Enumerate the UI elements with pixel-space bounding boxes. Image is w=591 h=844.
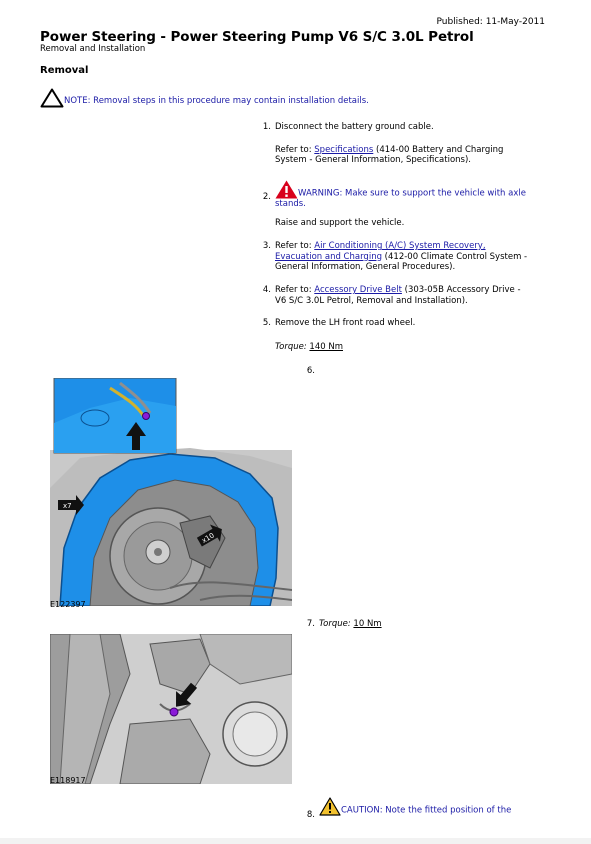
page-subtitle: Removal and Installation <box>40 44 146 54</box>
figure-label: E118917 <box>50 776 86 785</box>
step-number: 6. <box>306 366 315 376</box>
step-text: Raise and support the vehicle. <box>275 217 405 228</box>
engine-bay-illustration <box>50 634 292 784</box>
step-number: 7. <box>306 619 315 629</box>
step-text: Disconnect the battery ground cable. <box>275 122 434 132</box>
warning-triangle-icon <box>275 180 298 199</box>
refer-suffix: (412-00 Climate Control System - <box>381 251 528 262</box>
warning-text: WARNING: Make sure to support the vehicle with axle <box>298 188 526 199</box>
refer-prefix: Refer to: <box>275 144 315 155</box>
warning-text-2: stands. <box>275 199 306 209</box>
step-number: 8. <box>306 810 315 820</box>
refer-suffix: (414-00 Battery and Charging <box>373 144 504 155</box>
refer-suffix-2: System - General Information, Specifications). <box>275 155 471 165</box>
refer-suffix-2: General Information, General Procedures). <box>275 262 456 272</box>
accessory-drive-belt-link[interactable]: Accessory Drive Belt <box>314 285 402 295</box>
torque-label: Torque: <box>275 341 307 352</box>
step-number: 2. <box>262 192 271 202</box>
step-number: 4. <box>262 285 271 295</box>
torque-value: 140 Nm <box>309 341 343 352</box>
step-number: 5. <box>262 318 271 328</box>
section-heading: Removal <box>40 65 89 76</box>
refer-suffix: (303-05B Accessory Drive - <box>401 285 521 295</box>
step-number: 3. <box>262 241 271 251</box>
caution-text: CAUTION: Note the fitted position of the <box>341 805 512 816</box>
figure-e122397 <box>50 378 292 606</box>
ac-recovery-link[interactable]: Air Conditioning (A/C) System Recovery, <box>314 241 486 251</box>
callout-x10-label: x10 <box>200 531 216 545</box>
step-number: 1. <box>262 122 271 132</box>
refer-prefix: Refer to: <box>275 285 315 295</box>
wheel-arch-illustration <box>50 378 292 606</box>
callout-x7-label: x7 <box>63 502 72 510</box>
caution-triangle-icon <box>319 797 341 816</box>
refer-prefix: Refer to: <box>275 241 315 251</box>
specifications-link[interactable]: Specifications <box>314 144 374 155</box>
page-title: Power Steering - Power Steering Pump V6 S/C 3.0L Petrol <box>40 29 474 45</box>
caution-triangle-icon <box>40 88 64 108</box>
torque-label: Torque: <box>319 619 351 629</box>
page-bottom-edge <box>0 838 591 844</box>
ac-recovery-link-2[interactable]: Evacuation and Charging <box>275 251 382 262</box>
note-text: NOTE: Removal steps in this procedure may contain installation details. <box>64 96 369 106</box>
figure-e118917 <box>50 634 292 784</box>
figure-label: E122397 <box>50 600 86 609</box>
published-date: Published: 11-May-2011 <box>436 17 545 27</box>
torque-value: 10 Nm <box>353 619 382 629</box>
refer-suffix-2: V6 S/C 3.0L Petrol, Removal and Installation). <box>275 295 468 306</box>
step-text: Remove the LH front road wheel. <box>275 318 416 328</box>
note-block <box>40 88 369 108</box>
